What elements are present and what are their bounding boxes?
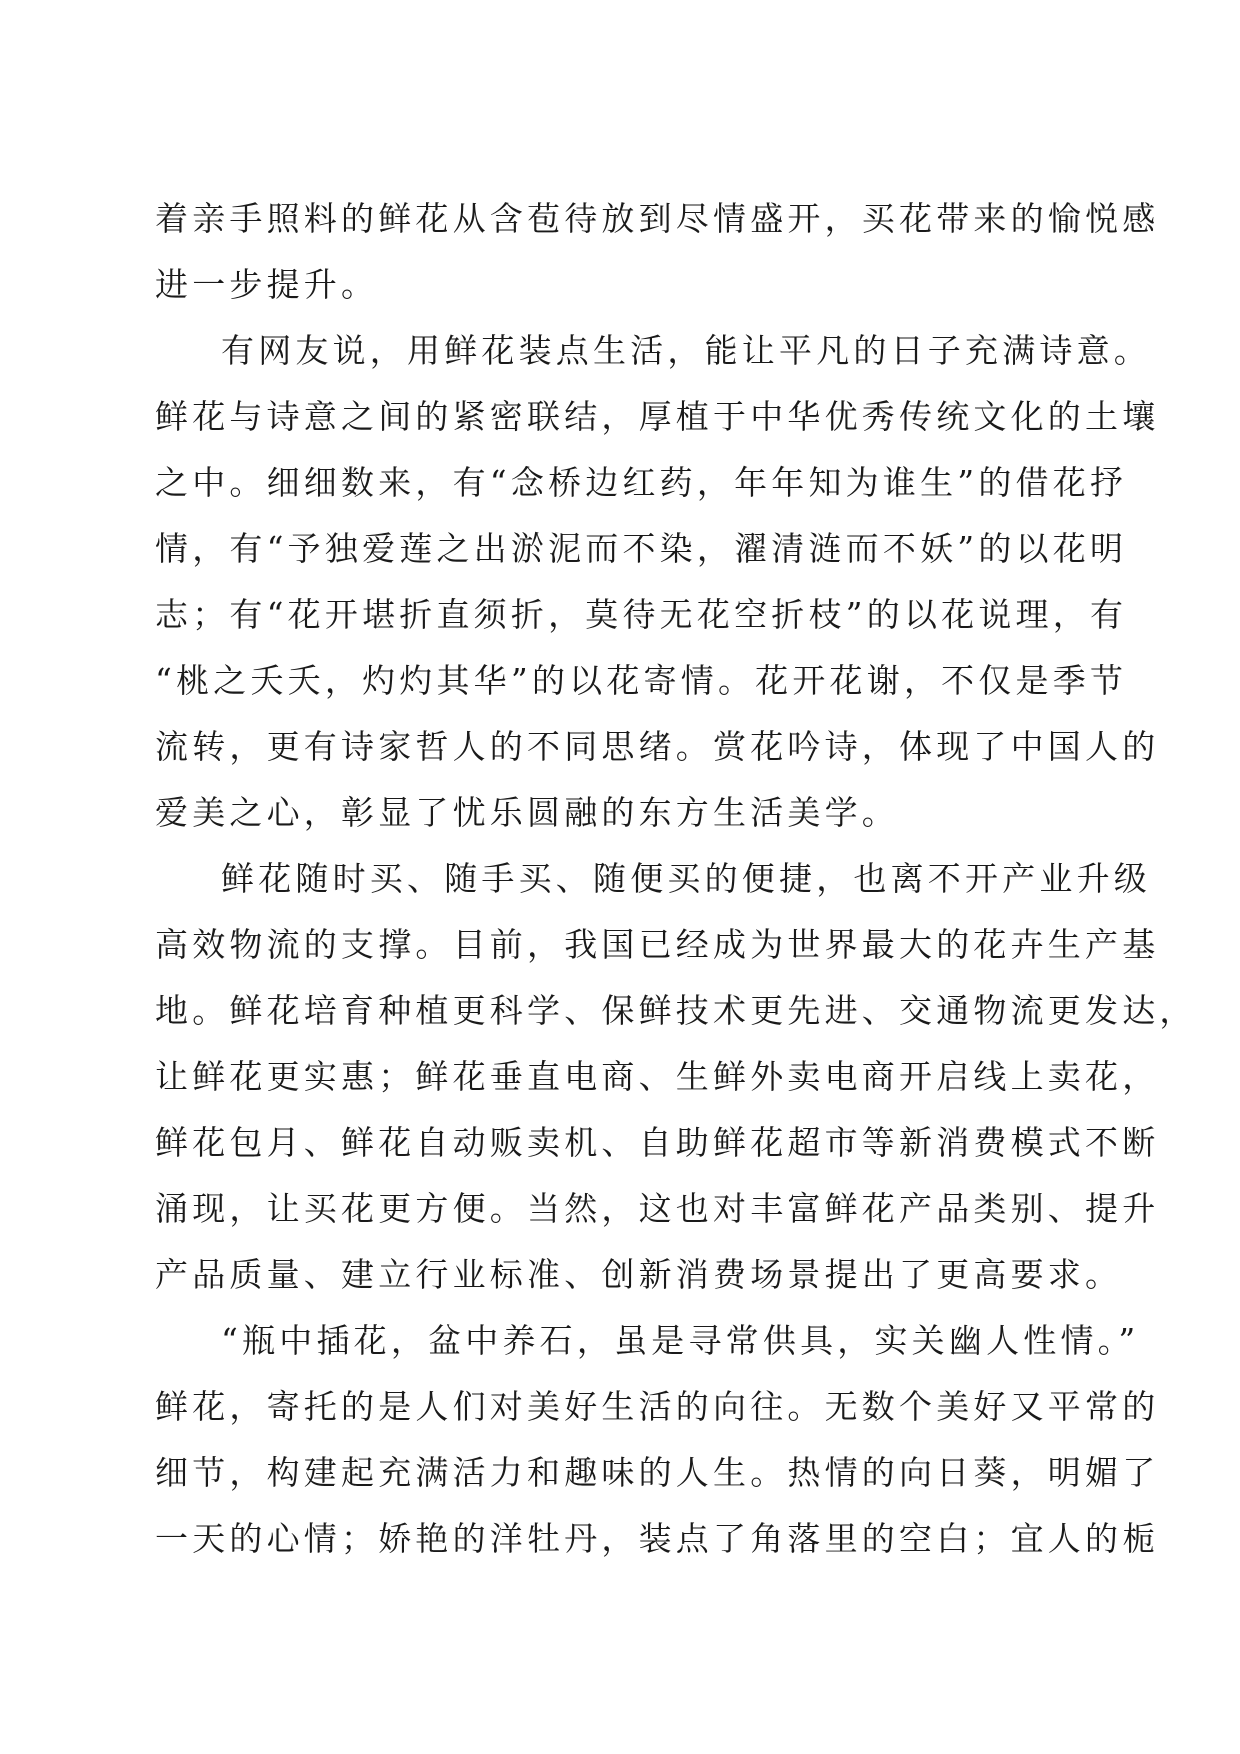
- text-line: 一天的心情；娇艳的洋牡丹，装点了角落里的空白；宜人的栀: [155, 1519, 1160, 1558]
- text-line: 进一步提升。: [155, 265, 379, 304]
- text-line: 鲜花与诗意之间的紧密联结，厚植于中华优秀传统文化的土壤: [155, 397, 1160, 436]
- text-line: 产品质量、建立行业标准、创新消费场景提出了更高要求。: [155, 1255, 1123, 1294]
- text-line: 高效物流的支撑。目前，我国已经成为世界最大的花卉生产基: [155, 925, 1160, 964]
- text-line: 让鲜花更实惠；鲜花垂直电商、生鲜外卖电商开启线上卖花，: [155, 1057, 1160, 1096]
- text-line: 细节，构建起充满活力和趣味的人生。热情的向日葵，明媚了: [155, 1453, 1160, 1492]
- text-line: 鲜花包月、鲜花自动贩卖机、自助鲜花超市等新消费模式不断: [155, 1123, 1160, 1162]
- paragraph-first-line: “瓶中插花，盆中养石，虽是寻常供具，实关幽人性情。”: [221, 1321, 1140, 1360]
- text-line: 涌现，让买花更方便。当然，这也对丰富鲜花产品类别、提升: [155, 1189, 1160, 1228]
- body-text: [155, 186, 1197, 1572]
- text-line: 之中。细细数来，有“念桥边红药，年年知为谁生”的借花抒: [155, 463, 1128, 502]
- text-line: “桃之夭夭，灼灼其华”的以花寄情。花开花谢，不仅是季节: [155, 661, 1128, 700]
- text-line: 地。鲜花培育种植更科学、保鲜技术更先进、交通物流更发达，: [155, 991, 1197, 1030]
- paragraph-first-line: 有网友说，用鲜花装点生活，能让平凡的日子充满诗意。: [221, 331, 1151, 370]
- text-line: 鲜花，寄托的是人们对美好生活的向往。无数个美好又平常的: [155, 1387, 1160, 1426]
- text-line: 着亲手照料的鲜花从含苞待放到尽情盛开，买花带来的愉悦感: [155, 199, 1160, 238]
- text-line: 志；有“花开堪折直须折，莫待无花空折枝”的以花说理，有: [155, 595, 1128, 634]
- text-line: 流转，更有诗家哲人的不同思绪。赏花吟诗，体现了中国人的: [155, 727, 1160, 766]
- text-line: 爱美之心，彰显了忧乐圆融的东方生活美学。: [155, 793, 899, 832]
- text-line: 情，有“予独爱莲之出淤泥而不染，濯清涟而不妖”的以花明: [155, 529, 1128, 568]
- paragraph-first-line: 鲜花随时买、随手买、随便买的便捷，也离不开产业升级: [221, 859, 1151, 898]
